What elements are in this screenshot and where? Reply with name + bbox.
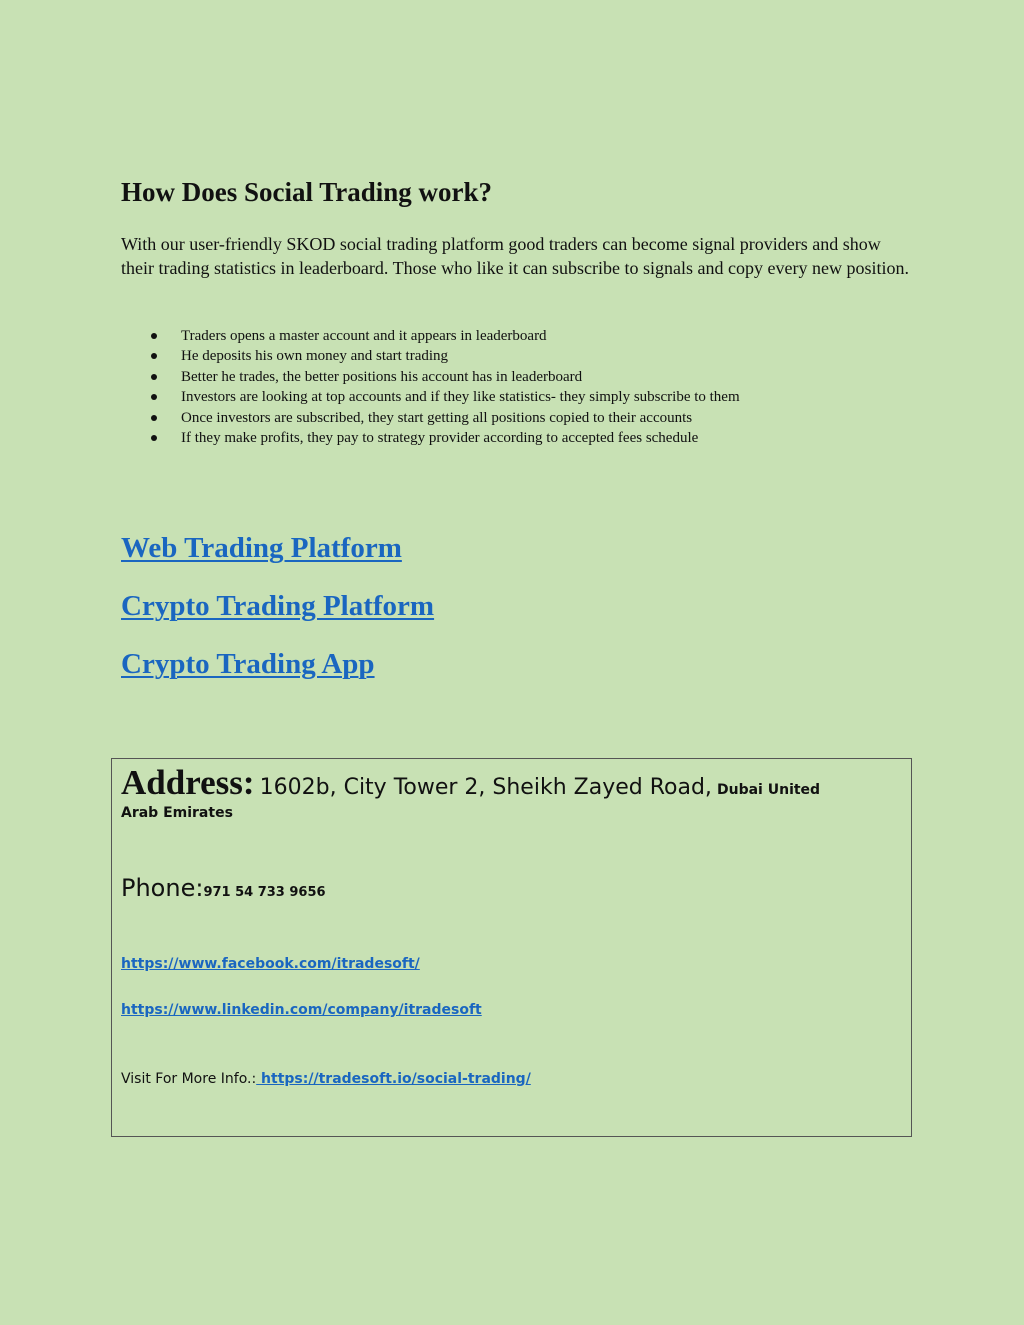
phone-line (121, 874, 326, 902)
list-item-text: Better he trades, the better positions his account has in leaderboard (181, 368, 583, 385)
bullet-icon (151, 333, 157, 339)
bullet-icon (151, 374, 157, 380)
bullet-list (121, 326, 740, 448)
bullet-icon (151, 435, 157, 441)
list-item (121, 367, 740, 387)
facebook-link[interactable]: https://www.facebook.com/itradesoft/ (121, 956, 420, 972)
visit-label: Visit For More Info.: (121, 1071, 257, 1087)
phone-label: Phone: (121, 874, 204, 902)
address-city: Dubai United (717, 782, 821, 798)
bullet-icon (151, 415, 157, 421)
list-item (121, 428, 740, 448)
list-item-text: Traders opens a master account and it appears in leaderboard (181, 328, 547, 344)
list-item (121, 387, 740, 407)
linkedin-link[interactable]: https://www.linkedin.com/company/itradesoft (121, 1002, 482, 1018)
address-line (121, 763, 901, 803)
intro-paragraph: With our user-friendly SKOD social trading platform good traders can become signal providers and show their trading statistics in leaderboard. Those who like it can subscribe to signals and copy every new position. (121, 234, 909, 278)
web-trading-platform-link[interactable]: Web Trading Platform (121, 532, 402, 564)
address-country: Arab Emirates (121, 805, 233, 821)
page-title: How Does Social Trading work? (121, 177, 493, 207)
bullet-icon (151, 353, 157, 359)
bullet-icon (151, 394, 157, 400)
crypto-trading-platform-link[interactable]: Crypto Trading Platform (121, 590, 435, 622)
list-item (121, 346, 740, 366)
list-item-text: If they make profits, they pay to strategy provider according to accepted fees schedule (181, 430, 699, 447)
list-item (121, 326, 740, 346)
contact-box (111, 758, 912, 1137)
phone-number: 971 54 733 9656 (203, 885, 326, 900)
list-item-text: He deposits his own money and start trading (181, 348, 449, 365)
address-label: Address: (121, 763, 255, 802)
list-item-text: Once investors are subscribed, they start getting all positions copied to their accounts (181, 409, 693, 426)
visit-line (121, 1071, 531, 1087)
list-item-text: Investors are looking at top accounts and if they like statistics- they simply subscribe to them (181, 389, 740, 406)
list-item (121, 408, 740, 428)
social-trading-link[interactable]: https://tradesoft.io/social-trading/ (256, 1071, 531, 1087)
crypto-trading-app-link[interactable]: Crypto Trading App (121, 648, 375, 680)
address-street: 1602b, City Tower 2, Sheikh Zayed Road, (259, 775, 712, 800)
